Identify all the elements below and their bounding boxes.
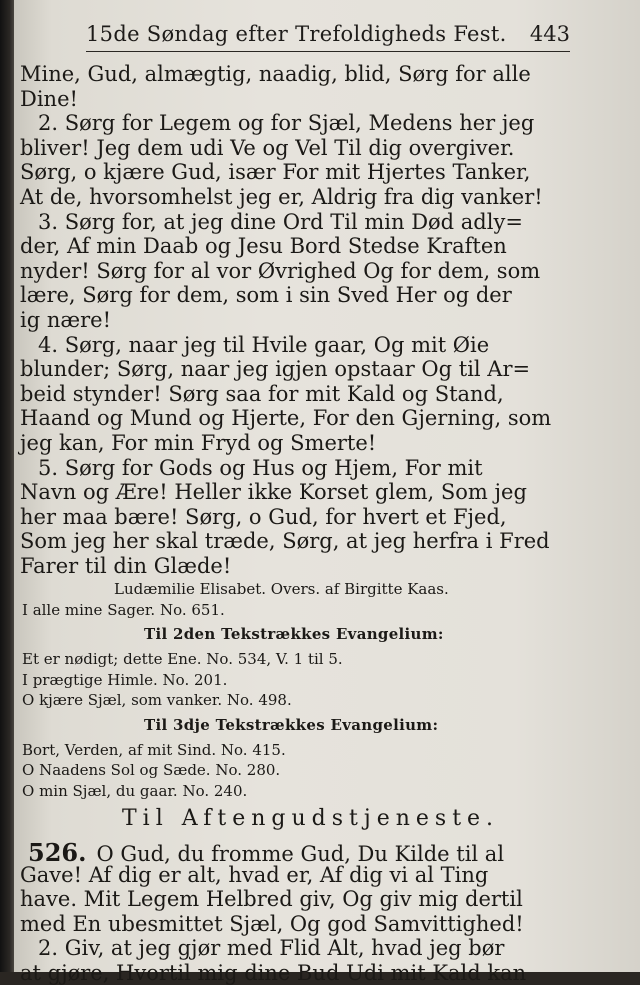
verse-line: ig nære! <box>20 308 112 332</box>
verse-line: 5. Sørg for Gods og Hus og Hjem, For mit <box>38 455 483 480</box>
book-spine-shadow <box>0 0 14 972</box>
verse-line: nyder! Sørg for al vor Øvrighed Og for dem, som <box>20 258 541 283</box>
hymn-reference: O kjære Sjæl, som vanker. No. 498. <box>22 691 292 709</box>
verse-line: Gave! Af dig er alt, hvad er, Af dig vi al Ting <box>20 862 489 887</box>
verse-line: Dine! <box>20 86 78 111</box>
header-title: 15de Søndag efter Trefoldigheds Fest. <box>86 22 507 46</box>
verse-line: Farer til din Glæde! <box>20 554 232 578</box>
verse-line: Mine, Gud, almægtig, naadig, blid, Sørg for alle <box>20 62 531 86</box>
hymn-reference: I alle mine Sager. No. 651. <box>22 600 225 619</box>
verse-line: lære, Sørg for dem, som i sin Sved Her og der <box>20 283 512 308</box>
verse-line: have. Mit Legem Helbred giv, Og giv mig dertil <box>20 887 523 912</box>
hymn-reference: I prægtige Himle. No. 201. <box>22 670 228 689</box>
verse-line: 3. Sørg for, at jeg dine Ord Til min Død adly= <box>38 209 523 234</box>
section-heading-second-gospel: Til 2den Tekstrækkes Evangelium: <box>144 625 444 643</box>
verse-line: Sørg, o kjære Gud, især For mit Hjertes Tanker, <box>20 160 531 185</box>
page-number: 443 <box>529 22 570 46</box>
verse-line: jeg kan, For min Fryd og Smerte! <box>20 431 377 455</box>
verse-line: her maa bære! Sørg, o Gud, for hvert et Fjed, <box>20 504 507 529</box>
verse-line: bliver! Jeg dem udi Ve og Vel Til dig overgiver. <box>20 135 515 160</box>
hymn-reference: O Naadens Sol og Sæde. No. 280. <box>22 761 281 779</box>
verse-line: beid stynder! Sørg saa for mit Kald og Stand, <box>20 381 504 406</box>
hymn-reference: Bort, Verden, af mit Sind. No. 415. <box>22 740 286 759</box>
verse-line: at gjøre, Hvortil mig dine Bud Udi mit Kald kan <box>20 961 527 985</box>
hymn-reference: O min Sjæl, du gaar. No. 240. <box>22 781 248 800</box>
hymn-number: 526. <box>28 838 87 867</box>
section-heading-third-gospel: Til 3dje Tekstrækkes Evangelium: <box>144 715 439 734</box>
attribution: Ludæmilie Elisabet. Overs. af Birgitte Kaas. <box>114 580 449 598</box>
evening-service-heading: Til Aftengudstjeneste. <box>122 806 500 831</box>
verse-line: blunder; Sørg, naar jeg igjen opstaar Og til Ar= <box>20 357 531 382</box>
verse-line: 4. Sørg, naar jeg til Hvile gaar, Og mit Øie <box>38 332 490 357</box>
verse-line: At de, hvorsomhelst jeg er, Aldrig fra dig vanker! <box>20 185 543 209</box>
hymn-reference: Et er nødigt; dette Ene. No. 534, V. 1 til 5. <box>22 650 343 668</box>
verse-line: Navn og Ære! Heller ikke Korset glem, Som jeg <box>20 480 527 505</box>
header-rule <box>86 51 570 52</box>
verse-line: der, Af min Daab og Jesu Bord Stedse Kraften <box>20 234 507 259</box>
verse-line: 2. Sørg for Legem og for Sjæl, Medens her jeg <box>38 111 535 136</box>
verse-line: Som jeg her skal træde, Sørg, at jeg herfra i Fred <box>20 529 550 554</box>
verse-line: med En ubesmittet Sjæl, Og god Samvittighed! <box>20 911 524 936</box>
hymn-526-line: O Gud, du fromme Gud, Du Kilde til al <box>96 842 505 866</box>
book-page <box>14 0 640 985</box>
verse-line: Haand og Mund og Hjerte, For den Gjerning, som <box>20 406 552 431</box>
verse-line: 2. Giv, at jeg gjør med Flid Alt, hvad jeg bør <box>38 936 505 961</box>
running-header <box>74 18 570 52</box>
